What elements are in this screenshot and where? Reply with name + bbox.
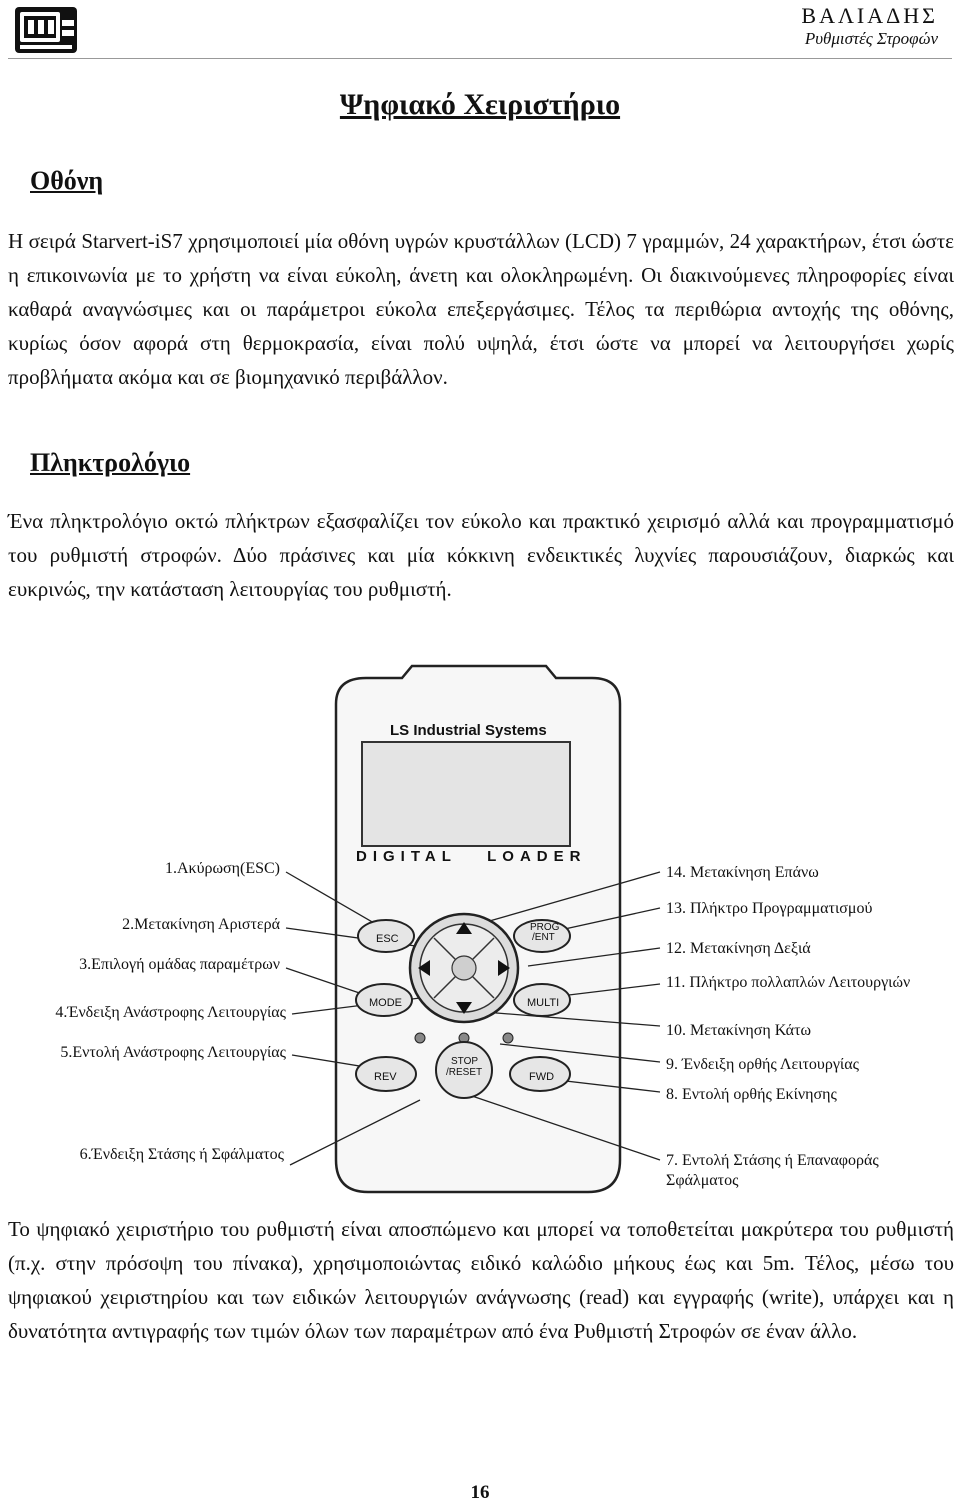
callout-program-key: 13. Πλήκτρο Προγραμματισμού [666, 900, 873, 917]
fwd-key-label: FWD [529, 1071, 555, 1083]
multi-key-label: MULTI [527, 997, 560, 1009]
section-text-keypad: Ένα πληκτρολόγιο οκτώ πλήκτρων εξασφαλίζει τον εύκολο και πρακτικό χειρισμό αλλά και προγραμματισμό του ρυθμιστή στροφών. Δύο πράσινες και μία κόκκινη ενδεικτικές λυχνίες παρουσιάζουν, διαρκώς και ευκρινώς, την κατάσταση λειτουργίας του ρυθμιστή. [8, 509, 954, 601]
prog-key-label: PROG [530, 922, 560, 933]
mode-key-label: MODE [369, 997, 402, 1009]
reset-key-label: /RESET [446, 1067, 483, 1078]
header-divider [8, 58, 952, 59]
callout-parameter-group: 3.Επιλογή ομάδας παραμέτρων [79, 956, 280, 973]
brand-subtitle: Ρυθμιστές Στροφών [804, 29, 938, 48]
closing-paragraph: Το ψηφιακό χειριστήριο του ρυθμιστή είναι αποσπώμενο και μπορεί να τοποθετείται μακρύτερα του ρυθμιστή (π.χ. στην πρόσοψη του πίνακα), χρησιμοποιώντας ειδικό καλώδιο μήκους έως και 5m. Τέλος, μέσω του ψηφιακού χειριστηρίου και των ειδικών λειτουργιών ανάγνωσης (read) και εγγραφής (write), υπάρχει και η δυνατότητα αντιγραφής των τιμών όλων των παραμέτρων από ένα Ρυθμιστή Στροφών σε έναν άλλο. [8, 1217, 954, 1343]
callout-move-left: 2.Μετακίνηση Αριστερά [122, 916, 280, 933]
brand-block [801, 4, 938, 50]
callout-multi-function-key: 11. Πλήκτρο πολλαπλών Λειτουργιών [666, 974, 911, 991]
section-title-keypad: Πληκτρολόγιο [30, 448, 191, 477]
section-title-display: Οθόνη [30, 166, 104, 195]
callout-reverse-indicator: 4.Ένδειξη Ανάστροφης Λειτουργίας [55, 1004, 286, 1021]
callout-stop-fault-indicator: 6.Ένδειξη Στάσης ή Σφάλματος [79, 1146, 284, 1163]
ent-key-label: /ENT [532, 932, 555, 943]
callout-forward-command: 8. Εντολή ορθής Εκίνησης [666, 1086, 837, 1103]
keypad-diagram [0, 660, 960, 1200]
brand-name: ΒΑΛΙΑΔΗΣ [801, 3, 938, 28]
callout-stop-reset-command-cont: Σφάλματος [666, 1172, 739, 1189]
page-header [0, 0, 960, 60]
callout-reverse-command: 5.Εντολή Ανάστροφης Λειτουργίας [60, 1044, 286, 1061]
section-text-display: Η σειρά Starvert-iS7 χρησιμοποιεί μία οθόνη υγρών κρυστάλλων (LCD) 7 γραμμών, 24 χαρακτήρων, έτσι ώστε η επικοινωνία με το χρήστη να είναι εύκολη, άνετη και ολοκληρωμένη. Οι διακινούμενες πληροφορίες είναι καθαρά αναγνώσιμες και οι παράμετροι εύκολα επεξεργάσιμες. Τέλος τα περιθώρια αντοχής της οθόνης, κυρίως όσον αφορά στη θερμοκρασία, είναι πολύ υψηλά, έτσι ώστε να μπορεί να λειτουργήσει χωρίς προβλήματα ακόμα και σε βιομηχανικό περιβάλλον. [8, 229, 954, 389]
callout-move-right: 12. Μετακίνηση Δεξιά [666, 940, 811, 957]
callout-stop-reset-command: 7. Εντολή Στάσης ή Επαναφοράς [666, 1152, 879, 1169]
callout-move-up: 14. Μετακίνηση Επάνω [666, 864, 819, 881]
page-title: Ψηφιακό Χειριστήριο [339, 88, 621, 121]
device-brand-label: LS Industrial Systems [390, 722, 547, 739]
callout-forward-indicator: 9. Ένδειξη ορθής Λειτουργίας [666, 1056, 859, 1073]
rev-key-label: REV [374, 1071, 397, 1083]
page-number: 16 [470, 1482, 490, 1503]
esc-key-label: ESC [376, 933, 399, 945]
callout-move-down: 10. Μετακίνηση Κάτω [666, 1022, 812, 1039]
stop-key-label: STOP [451, 1056, 479, 1067]
motor-logo-icon [14, 6, 78, 54]
callout-esc: 1.Ακύρωση(ESC) [164, 860, 280, 877]
device-loader-label: DIGITAL LOADER [356, 848, 587, 865]
